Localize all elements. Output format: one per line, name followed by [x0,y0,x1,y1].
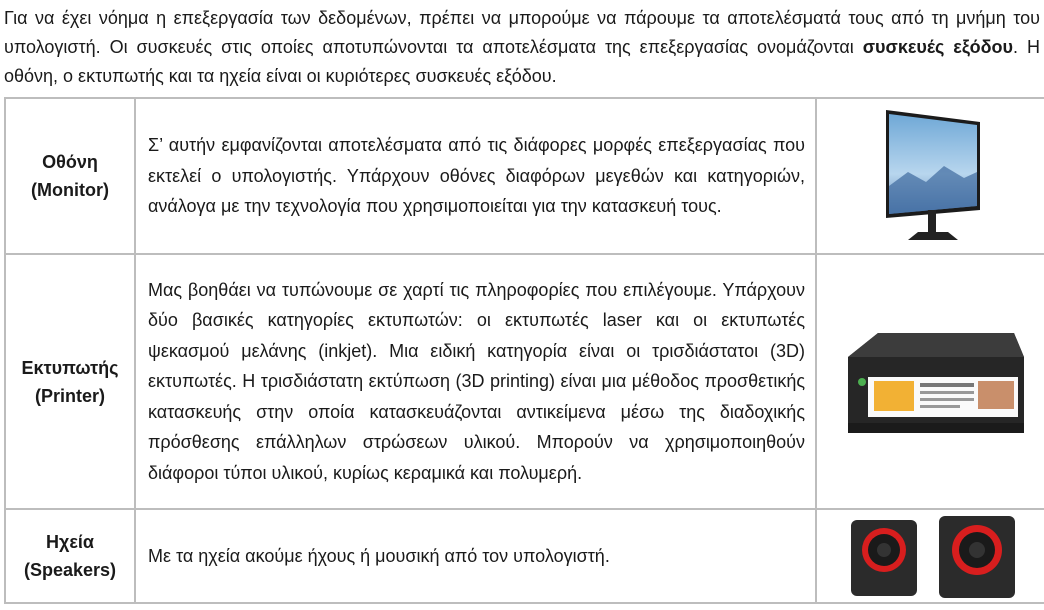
device-term-cell [5,254,135,509]
table-row-printer [5,254,1044,509]
device-description: Με τα ηχεία ακούμε ήχους ή μουσική από τον υπολογιστή. [135,509,816,603]
device-english-name: (Printer) [34,385,105,406]
table-row-speakers [5,509,1044,603]
device-english-name: (Speakers) [23,560,117,580]
device-term-cell [5,509,135,603]
device-name: Οθόνη [42,152,98,172]
device-term-cell [5,98,135,254]
device-image-cell [816,509,1044,603]
intro-text-start: Για να έχει νόημα η επεξεργασία των δεδομένων, πρέπει να μπορούμε να πάρουμε τα αποτελέσματά τους από τη μνήμη του υπολογιστή. Οι συσκευές στις οποίες αποτυπώνονται τα αποτελέσματα της επεξεργασίας ονομάζονται [4,8,1040,57]
table-row-monitor [5,98,1044,254]
speakers-image [843,512,1023,600]
device-description: Μας βοηθάει να τυπώνουμε σε χαρτί τις πληροφορίες που επιλέγουμε. Υπάρχουν δύο βασικές κατηγορίες εκτυπωτών: οι εκτυπωτές laser και οι εκτυπωτές ψεκασμού μελάνης (inkjet). Μια ειδική κατηγορία είναι οι τρισδιάστατοι (3D) εκτυπωτές. Η τρισδιάστατη εκτύπωση (3D printing) είναι μια μέθοδος προσθετικής κατασκευής στην οποία κατασκευάζονται αντικείμενα μέσω της διαδοχικής πρόσθεσης επάλληλων στρώσεων υλικού. Μπορούν να χρησιμοποιηθούν διάφοροι τύποι υλικού, κυρίως κεραμικά και πολυμερή. [135,254,816,509]
device-image-cell [816,254,1044,509]
device-description: Σ’ αυτήν εμφανίζονται αποτελέσματα από τις διάφορες μορφές επεξεργασίας που εκτελεί ο υπολογιστής. Υπάρχουν οθόνες διαφόρων μεγεθών και κατηγοριών, ανάλογα με την τεχνολογία που χρησιμοποιείται για την κατασκευή τους. [135,98,816,254]
device-image-cell [816,98,1044,254]
monitor-image [878,106,988,246]
device-name: Ηχεία [46,532,94,552]
device-name: Εκτυπωτής [21,357,119,378]
output-devices-table [4,97,1044,604]
intro-paragraph [4,4,1040,91]
printer-image [838,327,1028,437]
intro-bold-term: συσκευές εξόδου [862,37,1014,57]
device-english-name: (Monitor) [31,180,109,200]
intro-text-end: . Η οθόνη, ο εκτυπωτής και τα ηχεία είναι οι κυριότερες συσκευές εξόδου. [4,37,1040,86]
